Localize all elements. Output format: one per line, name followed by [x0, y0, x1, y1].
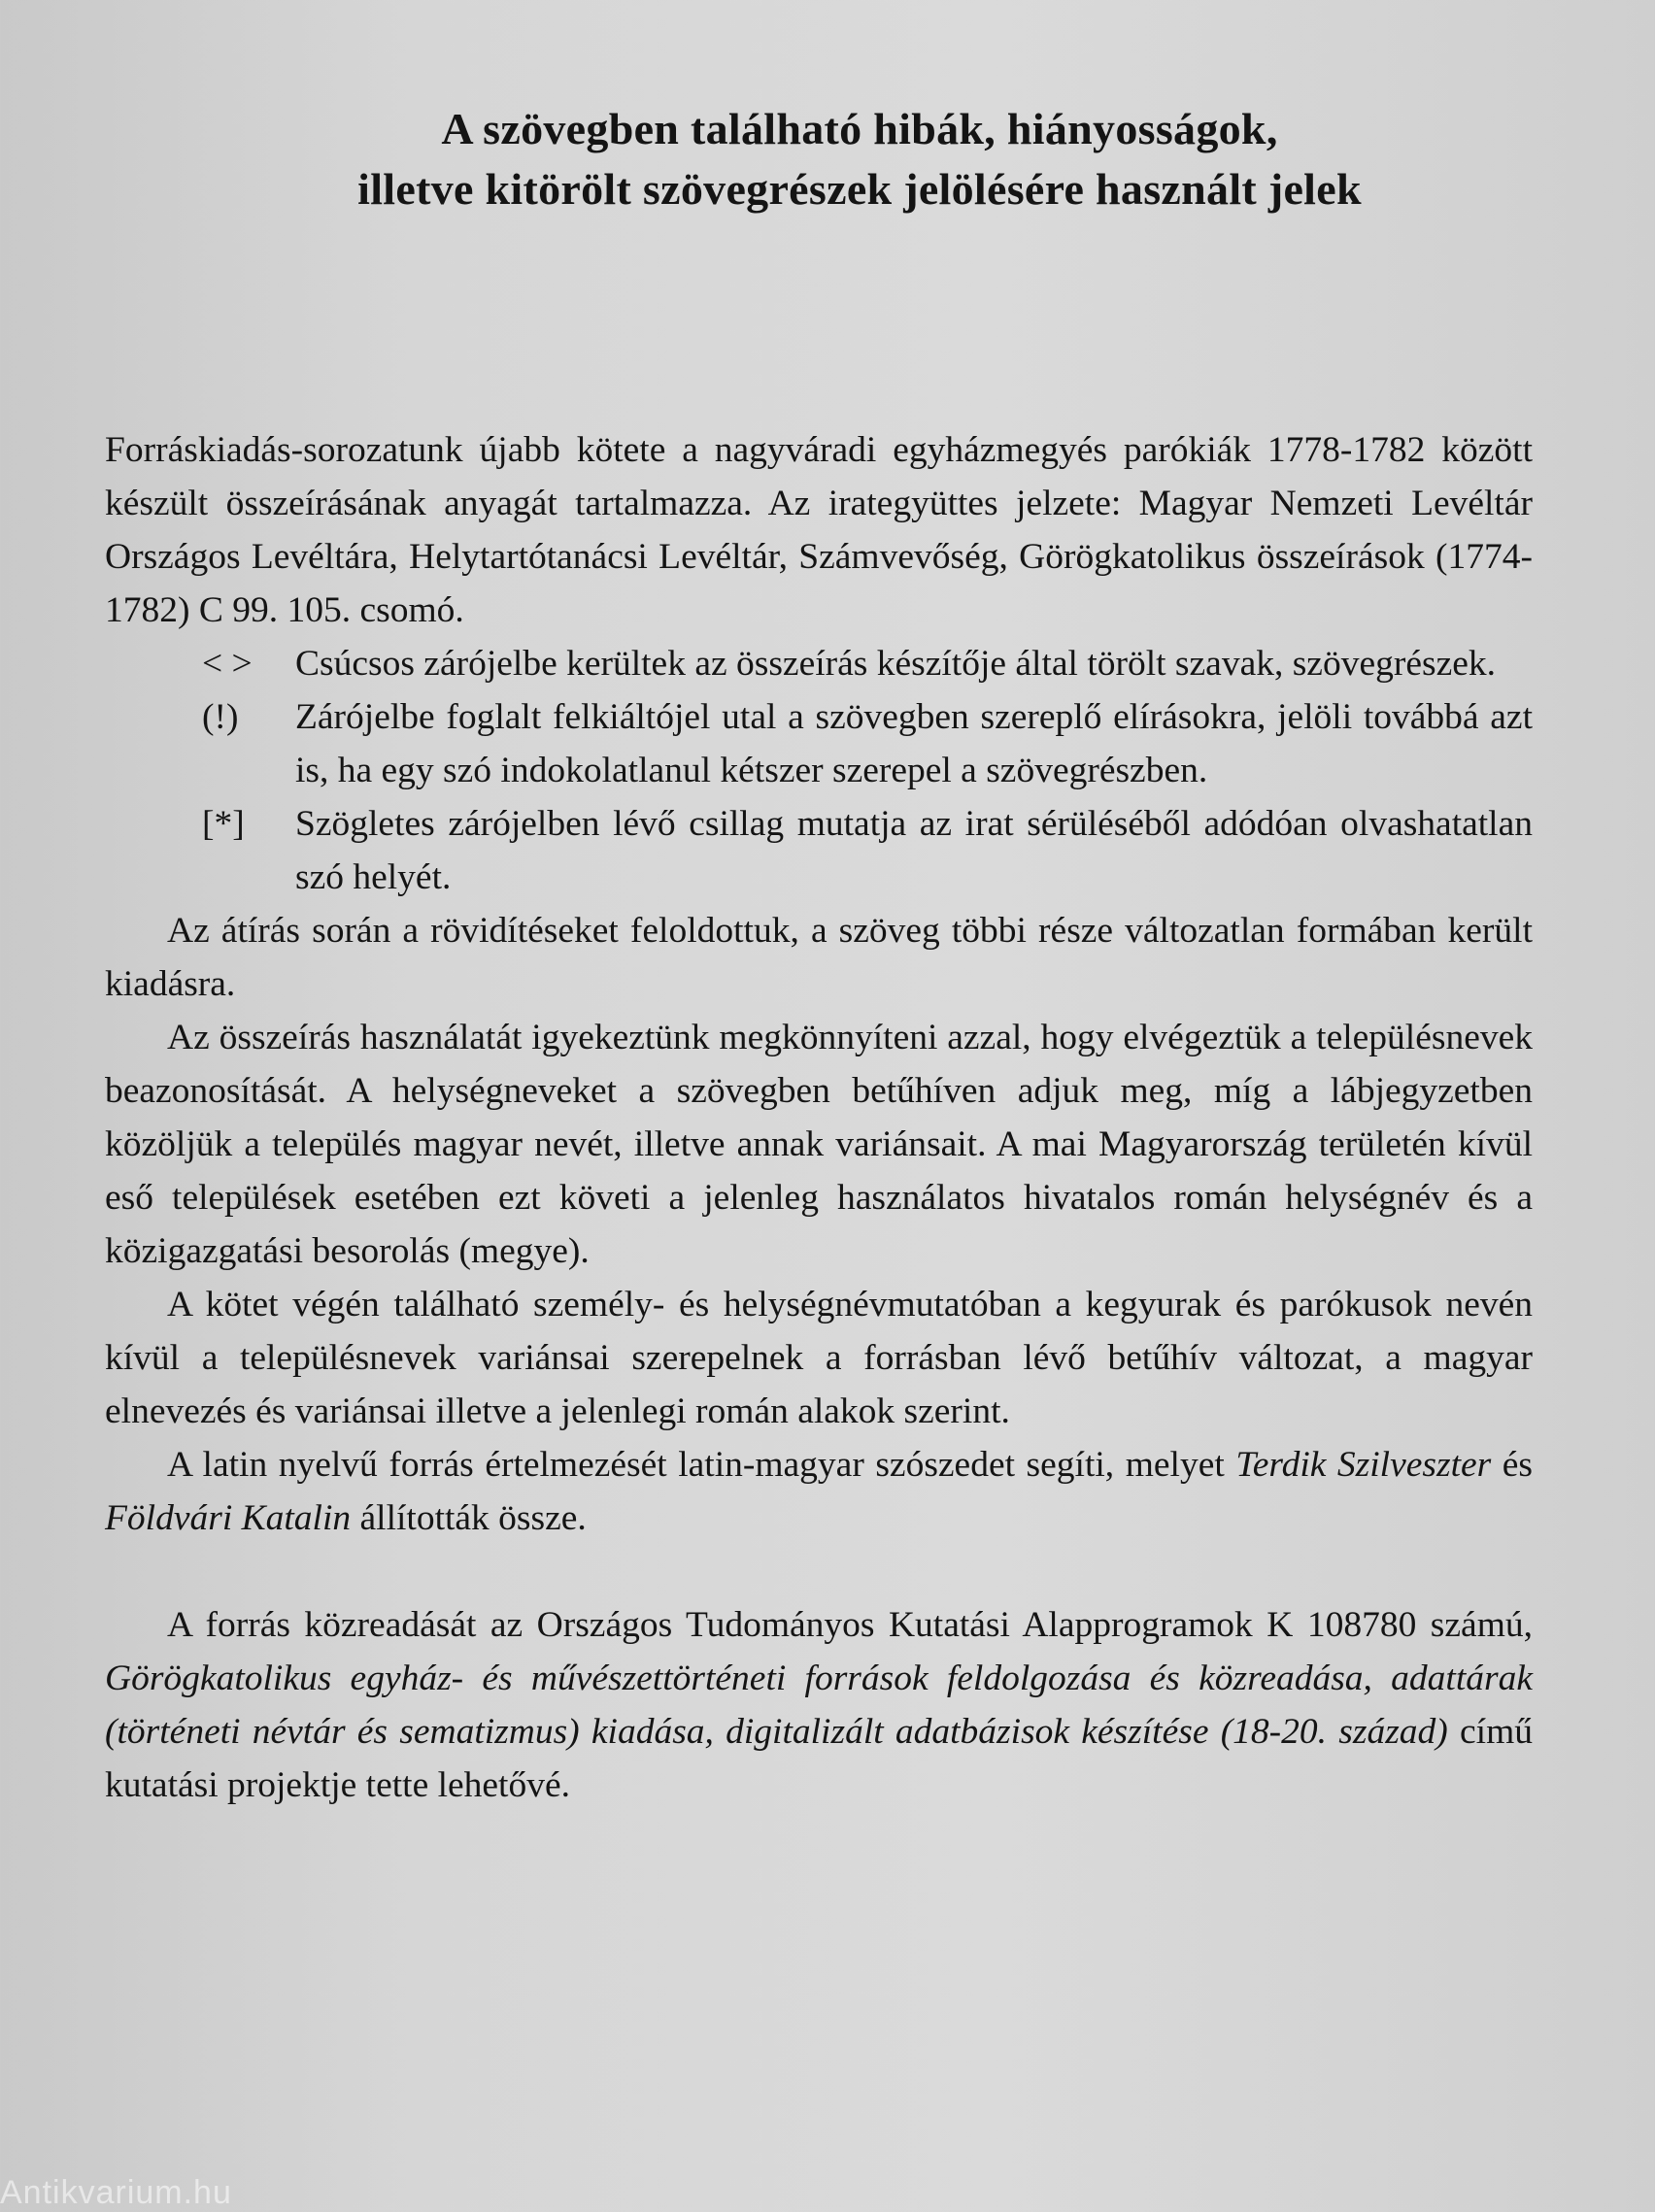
funding-text-end: című kutatási projektje tette lehetővé.: [105, 1712, 1533, 1805]
paragraph-transcription: Az átírás során a rövidítéseket feloldottuk, a szöveg többi része változatlan formában került kiadásra.: [105, 911, 1533, 1004]
paragraph-place-names: Az összeírás használatát igyekeztünk megkönnyíteni azzal, hogy elvégeztük a településnevek beazonosítását. A helységneveket a szövegben betűhíven adjuk meg, míg a lábjegyzetben közöljük a település magyar nevét, illetve annak variánsait. A mai Magyarország területén kívül eső települések esetében ezt követi a jelenleg használatos hivatalos román helységnév és a közigazgatási besorolás (megye).: [105, 1018, 1533, 1271]
paragraph-glossary: [105, 1438, 1533, 1545]
funding-text-start: A forrás közreadását az Országos Tudományos Kutatási Alapprogramok K 108780 számú,: [167, 1605, 1533, 1645]
paragraph-index: A kötet végén található személy- és helységnévmutatóban a kegyurak és parókusok nevén kívül a településnevek variánsai szerepelnek a forrásban lévő betűhív változat, a magyar elnevezés és variánsai illetve a jelenlegi román alakok szerint.: [105, 1285, 1533, 1431]
legend-item: [105, 637, 1533, 690]
legend-symbol: (!): [202, 697, 239, 737]
legend-symbol: < >: [202, 644, 253, 684]
watermark: Antikvarium.hu: [0, 2174, 232, 2211]
legend-text: Zárójelbe foglalt felkiáltójel utal a szövegben szereplő elírásokra, jelöli továbbá azt is, ha egy szó indokolatlanul kétszer szerepel a szövegrészben.: [295, 697, 1533, 790]
intro-paragraph: Forráskiadás-sorozatunk újabb kötete a nagyváradi egyházmegyés parókiák 1778-1782 között készült összeírásának anyagát tartalmazza. Az irategyüttes jelzete: Magyar Nemzeti Levéltár Országos Levéltára, Helytartótanácsi Levéltár, Számvevőség, Görögkatolikus összeírások (1774-1782) C 99. 105. csomó.: [105, 430, 1533, 630]
legend-item: [105, 797, 1533, 904]
author-name: Földvári Katalin: [105, 1498, 352, 1538]
document-body: [105, 423, 1533, 1812]
page-title: [155, 99, 1564, 219]
paragraph-gap: [105, 1545, 1533, 1598]
legend-item: [105, 690, 1533, 797]
legend-text: Szögletes zárójelben lévő csillag mutatja az irat sérüléséből adódóan olvashatatlan szó helyét.: [295, 804, 1533, 897]
symbol-legend: [105, 637, 1533, 904]
legend-text: Csúcsos zárójelbe kerültek az összeírás készítője által törölt szavak, szövegrészek.: [295, 644, 1496, 684]
title-line-2: illetve kitörölt szövegrészek jelölésére használt jelek: [357, 164, 1362, 214]
legend-symbol: [*]: [202, 804, 245, 844]
glossary-text-start: A latin nyelvű forrás értelmezését latin-magyar szószedet segíti, melyet: [167, 1445, 1225, 1485]
project-title: Görögkatolikus egyház- és művészettörténeti források feldolgozása és közreadása, adattárak (történeti névtár és sematizmus) kiadása, digitalizált adatbázisok készítése (18-20. század): [105, 1659, 1533, 1752]
author-name: Terdik Szilveszter: [1235, 1445, 1492, 1485]
glossary-text-mid: és: [1502, 1445, 1534, 1485]
paragraph-funding: [105, 1598, 1533, 1812]
glossary-text-end: állították össze.: [359, 1498, 587, 1538]
title-line-1: A szövegben található hibák, hiányosságok,: [441, 104, 1278, 153]
